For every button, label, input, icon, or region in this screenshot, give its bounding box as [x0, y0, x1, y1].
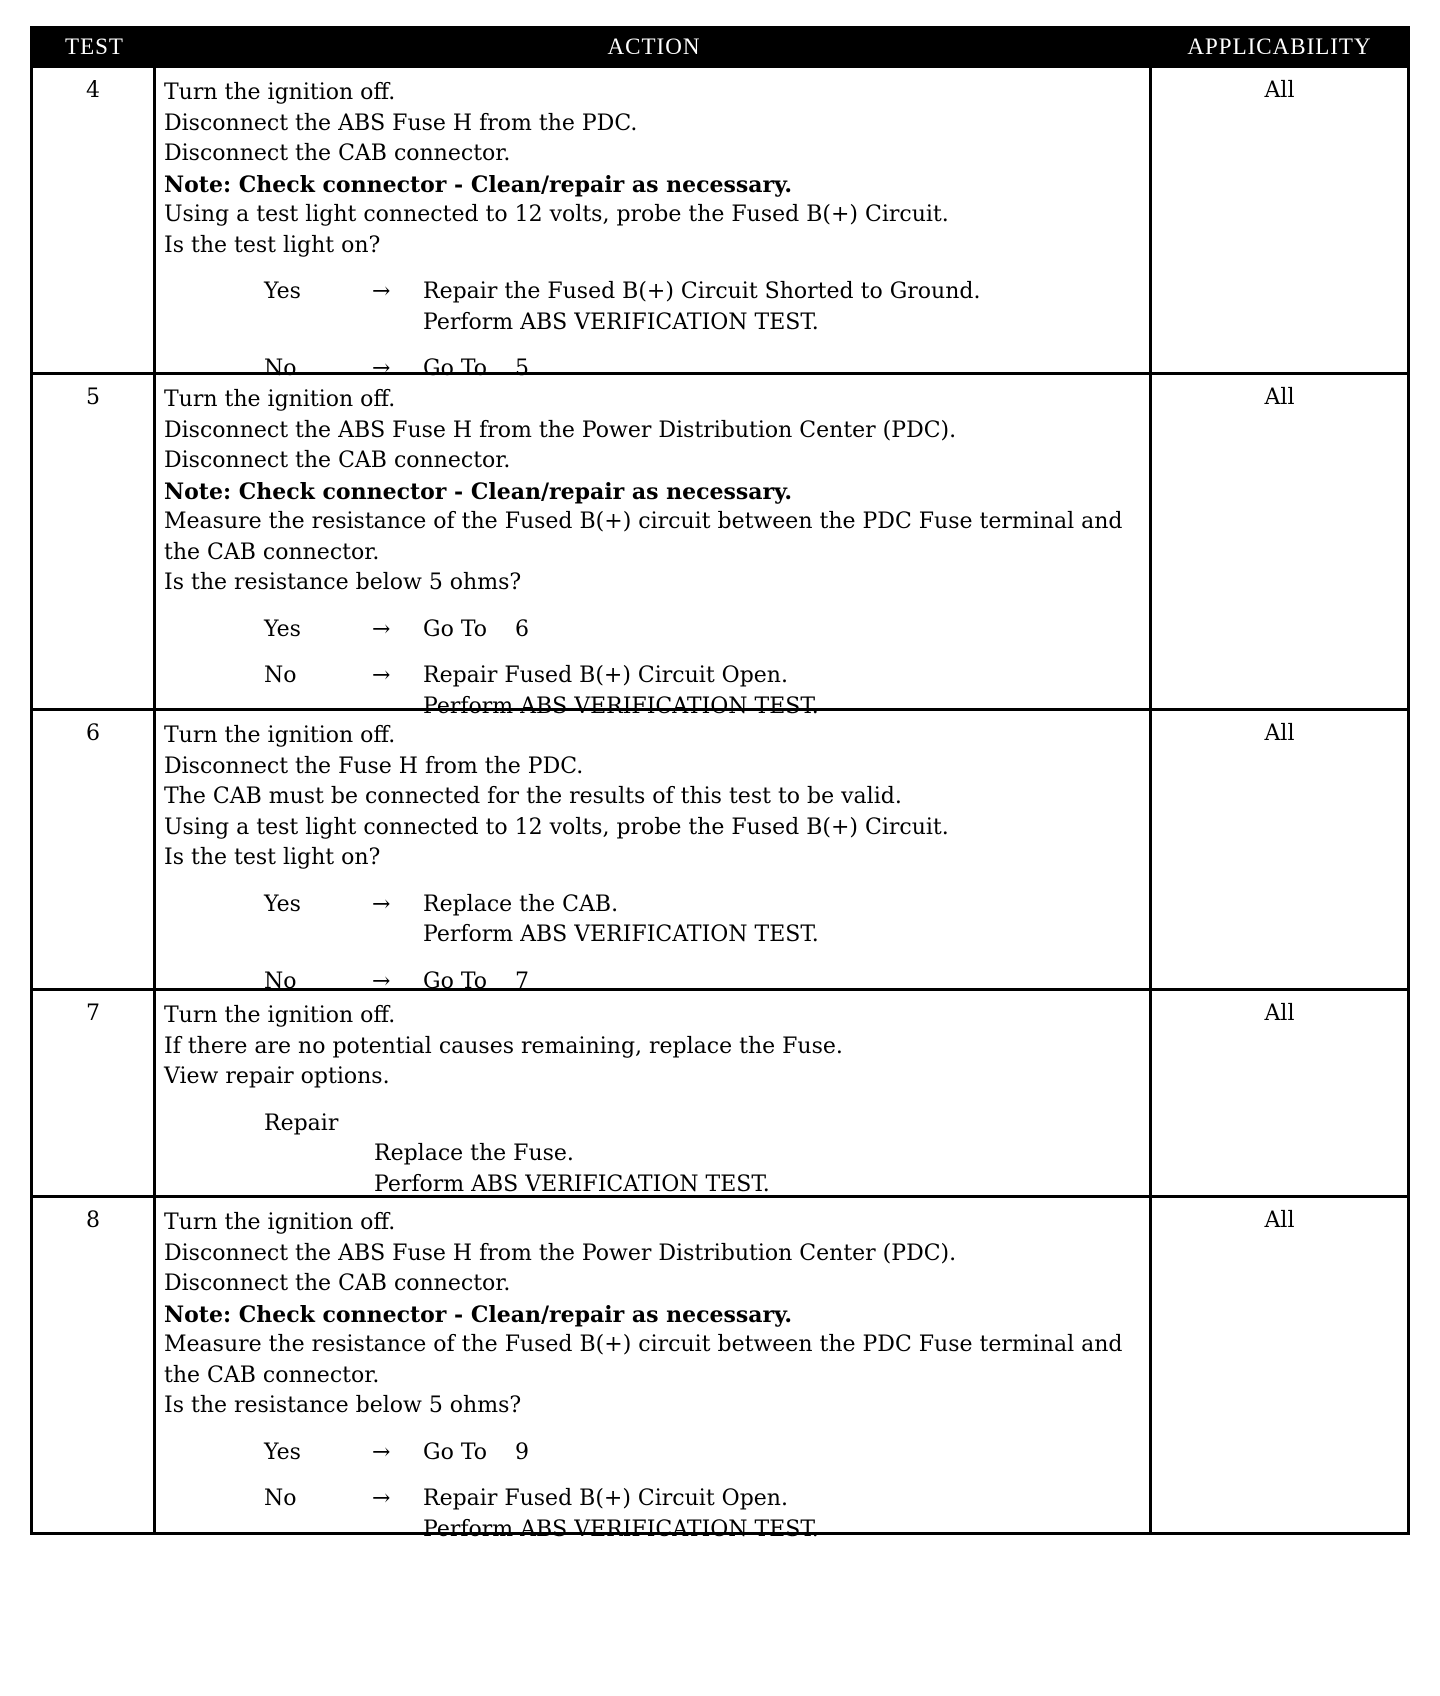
action-line: Disconnect the CAB connector. [164, 448, 511, 473]
action-line: Measure the resistance of the Fused B(+) circuit between the PDC Fuse terminal and [164, 509, 1123, 534]
no-result-line: Go To 5 [423, 356, 529, 381]
action-line: Disconnect the CAB connector. [164, 141, 511, 166]
yes-result [164, 890, 1143, 951]
yes-result-line: Go To 9 [423, 1439, 529, 1465]
test-number: 6 [33, 711, 156, 988]
applicability-cell: All [1264, 78, 1295, 103]
yes-result-label: Yes [264, 279, 301, 304]
yes-result-line: Replace the CAB. [423, 891, 619, 917]
arrow-icon: → [372, 1486, 391, 1511]
action-cell [156, 375, 1152, 719]
arrow-icon: → [372, 968, 391, 994]
yes-result-line: Repair the Fused B(+) Circuit Shorted to Ground. [423, 279, 981, 304]
no-result-label: No [264, 1486, 297, 1511]
note-line: Note: Check connector - Clean/repair as necessary. [164, 478, 793, 505]
arrow-icon: → [372, 279, 391, 304]
test-number: 4 [33, 68, 156, 372]
test-number: 7 [33, 991, 156, 1195]
test-number: 5 [33, 375, 156, 708]
action-line: Turn the ignition off. [164, 723, 396, 748]
no-result-line: Go To 7 [423, 968, 529, 994]
yes-result-text [423, 1438, 1143, 1469]
action-line: Disconnect the ABS Fuse H from the PDC. [164, 110, 638, 136]
no-result [164, 1484, 1143, 1545]
action-line: Turn the ignition off. [164, 1003, 396, 1028]
action-line: The CAB must be connected for the results of this test to be valid. [164, 784, 902, 809]
yes-result-line: Perform ABS VERIFICATION TEST. [423, 309, 819, 335]
no-result-label: No [264, 968, 297, 994]
arrow-icon: → [372, 1439, 391, 1465]
action-cell [156, 68, 1152, 381]
repair-label: Repair [264, 1110, 339, 1136]
note-line: Note: Check connector - Clean/repair as necessary. [164, 171, 793, 198]
yes-result [164, 277, 1143, 338]
action-line: Turn the ignition off. [164, 1210, 396, 1235]
yes-result [164, 615, 1143, 646]
no-result-label: No [264, 663, 297, 688]
yes-result-text [423, 615, 1143, 646]
table-row [33, 988, 1407, 1195]
action-line: Turn the ignition off. [164, 387, 396, 412]
repair-line: Perform ABS VERIFICATION TEST. [374, 1171, 770, 1197]
yes-result [164, 1438, 1143, 1469]
table-row [33, 372, 1407, 719]
action-line: Disconnect the ABS Fuse H from the Power Distribution Center (PDC). [164, 1240, 957, 1266]
repair-line: Replace the Fuse. [374, 1141, 574, 1166]
action-line: Is the test light on? [164, 232, 381, 258]
table-row [33, 708, 1407, 994]
action-line: Measure the resistance of the Fused B(+) circuit between the PDC Fuse terminal and [164, 1332, 1123, 1357]
test-number: 8 [33, 1198, 156, 1532]
yes-result-line: Go To 6 [423, 616, 529, 642]
arrow-icon: → [372, 356, 391, 381]
diagnostic-test-table [30, 26, 1410, 1542]
table-header [33, 26, 1407, 68]
header-test: TEST [65, 34, 124, 59]
action-line: Disconnect the CAB connector. [164, 1271, 511, 1296]
action-cell [156, 1198, 1152, 1542]
action-cell [156, 991, 1152, 1195]
action-cell [156, 711, 1152, 994]
no-result-text [423, 1484, 1143, 1545]
applicability-cell: All [1264, 1001, 1295, 1026]
action-line: Using a test light connected to 12 volts, probe the Fused B(+) Circuit. [164, 202, 949, 227]
yes-result-label: Yes [264, 616, 301, 642]
applicability-cell: All [1264, 721, 1295, 746]
no-result-line: Perform ABS VERIFICATION TEST. [423, 693, 819, 719]
header-applicability: APPLICABILITY [1187, 34, 1372, 59]
action-line: the CAB connector. [164, 1362, 380, 1388]
yes-result-text [423, 890, 1143, 951]
no-result-label: No [264, 356, 297, 381]
header-action: ACTION [607, 34, 701, 59]
note-line: Note: Check connector - Clean/repair as necessary. [164, 1301, 793, 1328]
yes-result-label: Yes [264, 1439, 301, 1465]
arrow-icon: → [372, 616, 391, 642]
table-body [33, 68, 1407, 1542]
applicability-cell: All [1264, 385, 1295, 410]
action-line: View repair options. [164, 1064, 390, 1089]
action-line: Disconnect the Fuse H from the PDC. [164, 753, 584, 779]
action-line: If there are no potential causes remaining, replace the Fuse. [164, 1033, 843, 1059]
arrow-icon: → [372, 891, 391, 917]
table-row [33, 68, 1407, 381]
yes-result-line: Perform ABS VERIFICATION TEST. [423, 922, 819, 947]
action-line: Using a test light connected to 12 volts, probe the Fused B(+) Circuit. [164, 814, 949, 840]
action-line: the CAB connector. [164, 539, 380, 565]
no-result-line: Perform ABS VERIFICATION TEST. [423, 1516, 819, 1542]
applicability-cell: All [1264, 1208, 1295, 1233]
action-line: Is the test light on? [164, 845, 381, 870]
table-row [33, 1195, 1407, 1542]
action-line: Is the resistance below 5 ohms? [164, 1393, 522, 1418]
arrow-icon: → [372, 663, 391, 688]
yes-result-text [423, 277, 1143, 338]
no-result-line: Repair Fused B(+) Circuit Open. [423, 1486, 788, 1511]
action-line: Disconnect the ABS Fuse H from the Power Distribution Center (PDC). [164, 417, 957, 443]
no-result-line: Repair Fused B(+) Circuit Open. [423, 663, 788, 688]
yes-result-label: Yes [264, 891, 301, 917]
action-line: Is the resistance below 5 ohms? [164, 570, 522, 595]
action-line: Turn the ignition off. [164, 80, 396, 105]
